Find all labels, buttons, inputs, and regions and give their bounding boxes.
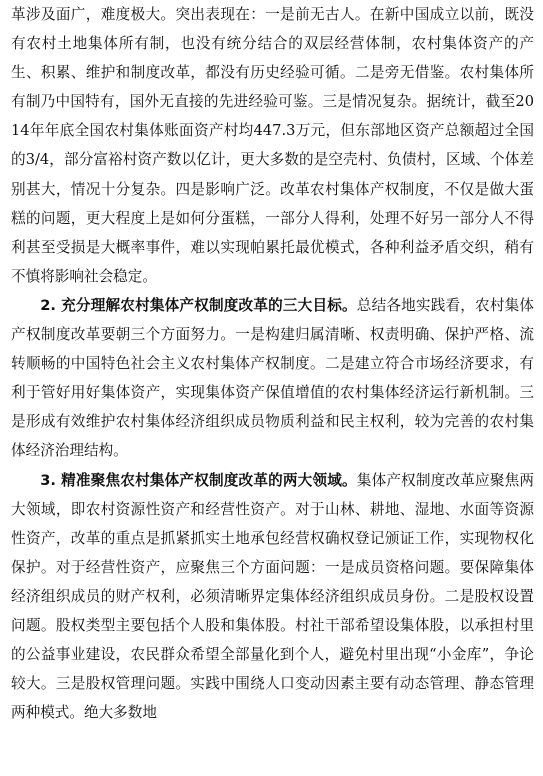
paragraph-heading: 3. 精准聚焦农村集体产权制度改革的两大领域。 (40, 471, 357, 489)
paragraph-two-areas (11, 466, 534, 728)
document-page (11, 0, 534, 727)
paragraph-three-goals (11, 291, 534, 466)
paragraph-heading: 2. 充分理解农村集体产权制度改革的三大目标。 (40, 296, 357, 314)
paragraph-text: 集体产权制度改革应聚焦两大领域，即农村资源性资产和经营性资产。对于山林、耕地、湿地、水面等资源性资产，改革的重点是抓紧抓实土地承包经营权确权登记颁证工作，实现物权化保护。对于经营性资产，应聚焦三个方面问题：一是成员资格问题。要保障集体经济组织成员的财产权利，必须清晰界定集体经济组织成员身份。二是股权设置问题。股权类型主要包括个人股和集体股。村社干部希望设集体股，以承担村里的公益事业建设，农民群众希望全部量化到个人，避免村里出现“小金库”，争论较大。三是股权管理问题。实践中围绕人口变动因素主要有动态管理、静态管理两种模式。绝大多数地 (11, 471, 534, 722)
paragraph-text: 总结各地实践看，农村集体产权制度改革要朝三个方面努力。一是构建归属清晰、权责明确、保护严格、流转顺畅的中国特色社会主义农村集体产权制度。二是建立符合市场经济要求，有利于管好用好集体资产，实现集体资产保值增值的农村集体经济运行新机制。三是形成有效维护农村集体经济组织成员物质利益和民主权利，较为完善的农村集体经济治理结构。 (11, 296, 534, 460)
paragraph-text: 革涉及面广，难度极大。突出表现在：一是前无古人。在新中国成立以前，既没有农村土地集体所有制，也没有统分结合的双层经营体制，农村集体资产的产生、积累、维护和制度改革，都没有历史经验可循。二是旁无借鉴。农村集体所有制乃中国特有，国外无直接的先进经验可鉴。三是情况复杂。据统计，截至2014年年底全国农村集体账面资产村均447.3万元，但东部地区资产总额超过全国的3/4，部分富裕村资产数以亿计，更大多数的是空壳村、负债村，区域、个体差别甚大，情况十分复杂。四是影响广泛。改革农村集体产权制度，不仅是做大蛋糕的问题，更大程度上是如何分蛋糕，一部分人得利，处理不好另一部分人不得利甚至受损是大概率事件，难以实现帕累托最优模式，各种利益矛盾交织，稍有不慎将影响社会稳定。 (11, 6, 534, 285)
paragraph-challenges (11, 0, 534, 291)
